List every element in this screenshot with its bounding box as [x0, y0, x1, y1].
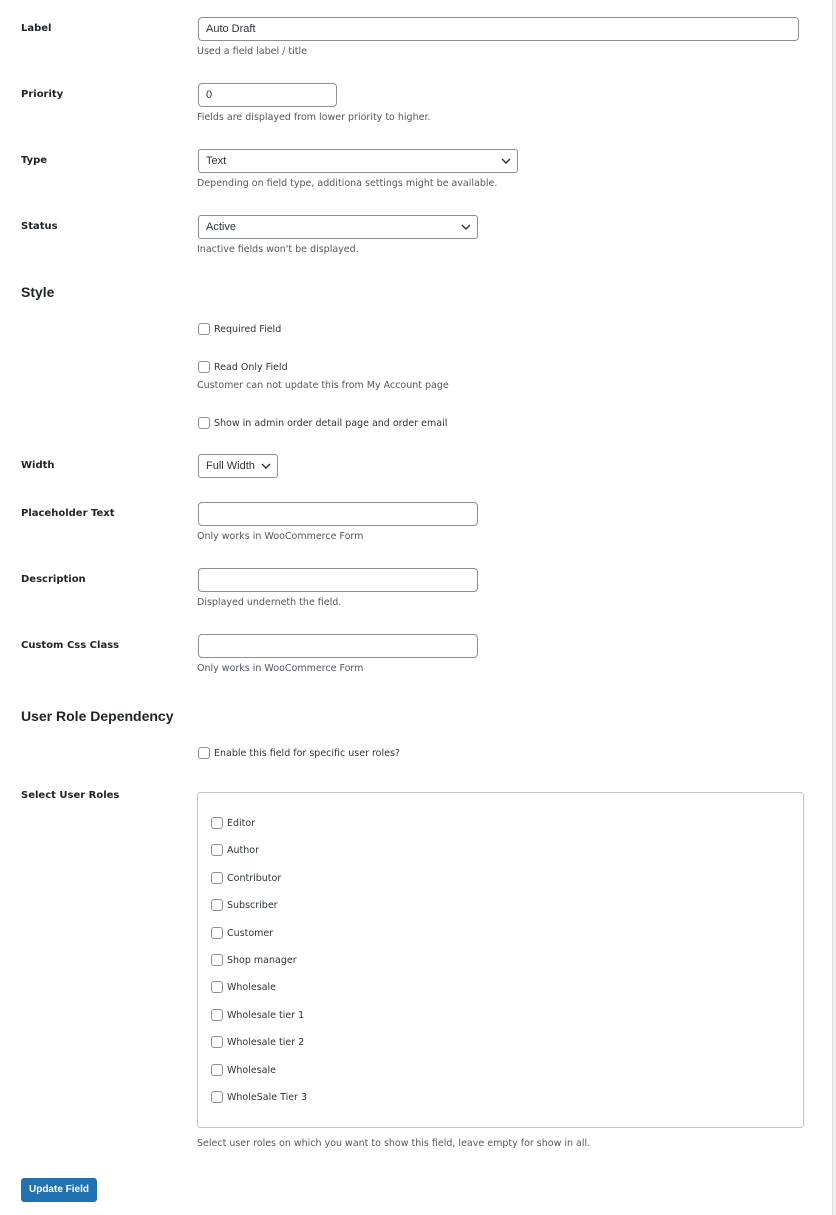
- role-checkbox[interactable]: [211, 1036, 223, 1048]
- label-help: Used a field label / title: [197, 46, 307, 57]
- width-select-value: Full Width: [206, 460, 255, 472]
- description-help: Displayed underneth the field.: [197, 597, 342, 608]
- type-select-value: Text: [206, 155, 227, 167]
- user-roles-help: Select user roles on which you want to show this field, leave empty for show in all.: [197, 1138, 591, 1149]
- placeholder-input[interactable]: [198, 502, 478, 526]
- role-checkbox[interactable]: [211, 844, 223, 856]
- role-label: Editor: [227, 818, 256, 829]
- show-admin-text: Show in admin order detail page and order email: [214, 418, 448, 429]
- role-checkbox[interactable]: [211, 899, 223, 911]
- priority-field-label: Priority: [21, 89, 64, 100]
- type-help: Depending on field type, additiona settings might be available.: [197, 178, 498, 189]
- role-checkbox[interactable]: [211, 954, 223, 966]
- placeholder-help: Only works in WooCommerce Form: [197, 531, 364, 542]
- role-checkbox[interactable]: [211, 872, 223, 884]
- role-checkbox[interactable]: [211, 1009, 223, 1021]
- read-only-checkbox[interactable]: [198, 361, 210, 373]
- css-class-input[interactable]: [198, 634, 478, 658]
- role-label: Subscriber: [227, 900, 278, 912]
- required-field-checkbox[interactable]: [198, 323, 210, 335]
- update-field-button[interactable]: Update Field: [21, 1178, 97, 1202]
- role-checkbox[interactable]: [211, 817, 223, 829]
- role-label: Contributor: [227, 872, 282, 884]
- select-user-roles-label: Select User Roles: [21, 790, 120, 801]
- css-class-field-label: Custom Css Class: [21, 640, 120, 651]
- role-label: Wholesale: [227, 982, 276, 994]
- required-field-text: Required Field: [214, 324, 282, 335]
- role-label: Wholesale tier 2: [227, 1037, 305, 1049]
- role-label: WholeSale Tier 3: [227, 1092, 308, 1103]
- role-label: Wholesale: [227, 1064, 276, 1076]
- status-select-value: Active: [206, 221, 236, 233]
- priority-help: Fields are displayed from lower priority to higher.: [197, 112, 431, 123]
- enable-user-roles-checkbox[interactable]: [198, 747, 210, 759]
- chevron-down-icon: [461, 223, 471, 231]
- role-checkbox[interactable]: [211, 1064, 223, 1076]
- enable-user-roles-text: Enable this field for specific user roles?: [214, 748, 400, 759]
- read-only-help: Customer can not update this from My Account page: [197, 380, 449, 391]
- css-class-help: Only works in WooCommerce Form: [197, 663, 364, 674]
- user-roles-list: [197, 792, 804, 1128]
- width-select[interactable]: [198, 454, 278, 478]
- show-admin-checkbox[interactable]: [198, 417, 210, 429]
- status-select[interactable]: [198, 215, 478, 239]
- role-label: Wholesale tier 1: [227, 1009, 305, 1021]
- role-checkbox[interactable]: [211, 1091, 223, 1103]
- chevron-down-icon: [501, 157, 511, 165]
- type-field-label: Type: [21, 155, 48, 166]
- type-select[interactable]: [198, 149, 518, 173]
- style-heading: Style: [21, 284, 55, 300]
- status-field-label: Status: [21, 221, 58, 232]
- description-input[interactable]: [198, 568, 478, 592]
- placeholder-field-label: Placeholder Text: [21, 508, 115, 519]
- label-field-label: Label: [21, 23, 52, 34]
- role-checkbox[interactable]: [211, 927, 223, 939]
- role-label: Customer: [227, 927, 274, 939]
- width-field-label: Width: [21, 460, 55, 471]
- read-only-text: Read Only Field: [214, 362, 288, 373]
- chevron-down-icon: [261, 462, 271, 470]
- status-help: Inactive fields won't be displayed.: [197, 244, 359, 255]
- user-role-heading: User Role Dependency: [21, 708, 174, 724]
- role-label: Author: [227, 845, 259, 857]
- priority-input[interactable]: 0: [198, 83, 337, 107]
- description-field-label: Description: [21, 574, 86, 585]
- role-checkbox[interactable]: [211, 981, 223, 993]
- label-input[interactable]: Auto Draft: [198, 17, 799, 41]
- role-label: Shop manager: [227, 955, 297, 966]
